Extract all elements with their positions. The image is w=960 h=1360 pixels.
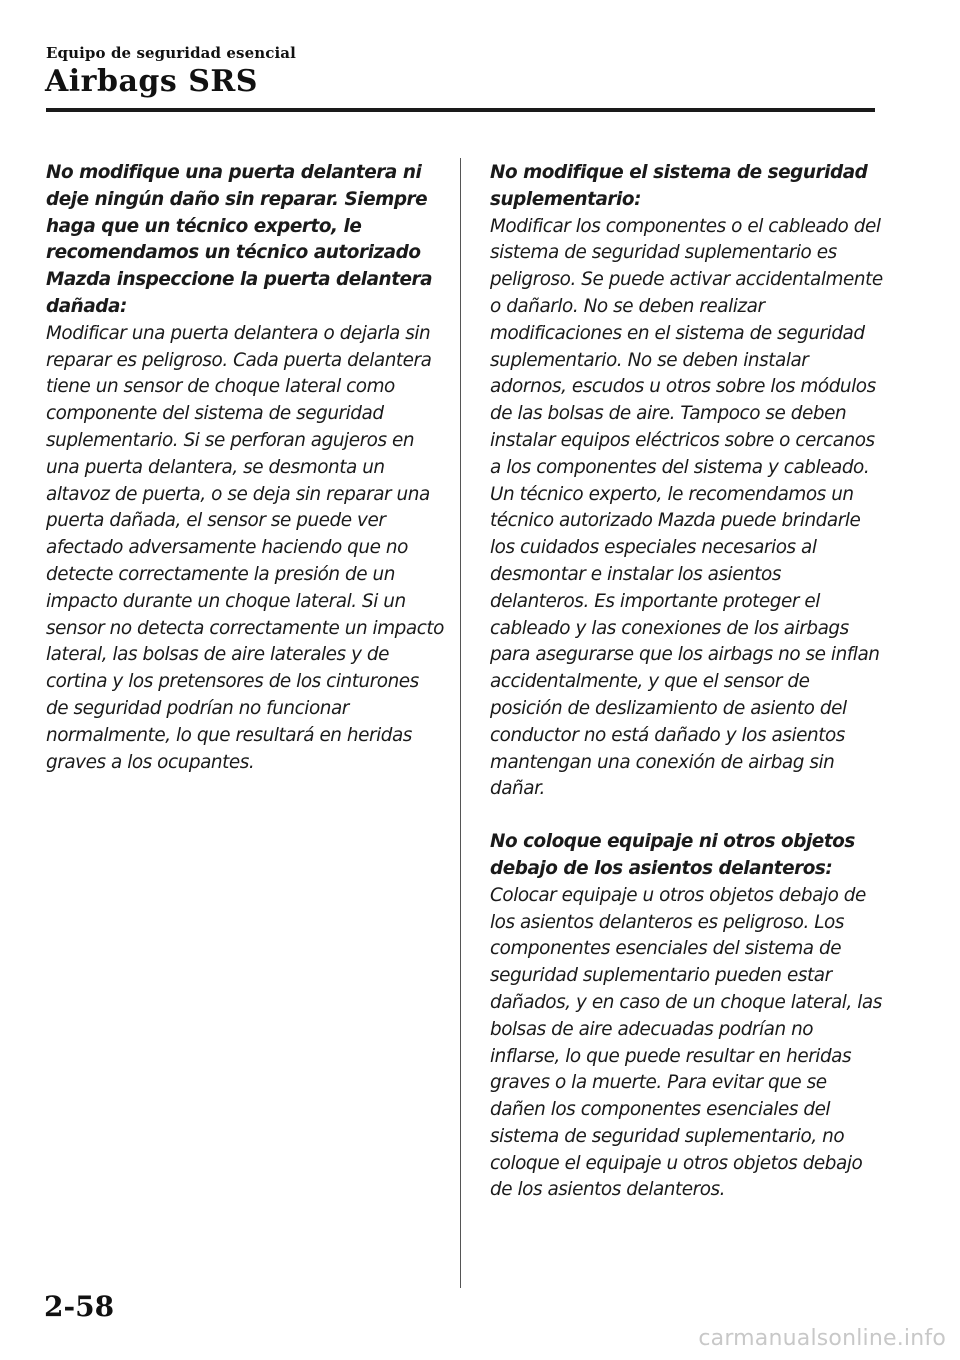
page-number: 2-58 — [44, 1290, 115, 1323]
warning-heading-front-door: No modifique una puerta delantera ni deje ningún daño sin reparar. Siempre haga que un técnico experto, le recomendamos un técnico autorizado Mazda inspeccione la puerta delantera dañada: — [46, 162, 433, 317]
warning-heading-luggage: No coloque equipaje ni otros objetos debajo de los asientos delanteros: — [490, 831, 855, 879]
section-label: Equipo de seguridad esencial — [46, 44, 296, 62]
column-divider — [460, 158, 461, 1288]
title-rule — [46, 108, 875, 112]
paragraph-spacer — [490, 803, 885, 829]
warning-heading-srs-modification: No modifique el sistema de seguridad suplementario: — [490, 162, 868, 210]
warning-body-luggage: Colocar equipaje u otros objetos debajo de los asientos delanteros es peligroso. Los componentes esenciales del sistema de seguridad suplementario pueden estar dañados, y en caso de un choque lateral, las bolsas de aire adecuadas podrían no inflarse, lo que puede resultar en heridas graves o la muerte. Para evitar que se dañen los componentes esenciales del sistema de seguridad suplementario, no coloque el equipaje u otros objetos debajo de los asientos delanteros. — [490, 884, 882, 1201]
left-column — [46, 160, 446, 776]
warning-body-srs-modification: Modificar los componentes o el cableado del sistema de seguridad suplementario es peligroso. Se puede activar accidentalmente o dañarlo. No se deben realizar modificaciones en el sistema de seguridad suplementario. No se deben instalar adornos, escudos u otros sobre los módulos de las bolsas de aire. Tampoco se deben instalar equipos eléctricos sobre o cercanos a los componentes del sistema y cableado. Un técnico experto, le recomendamos un técnico autorizado Mazda puede brindarle los cuidados especiales necesarios al desmontar e instalar los asientos delanteros. Es importante proteger el cableado y las conexiones de los airbags para asegurarse que los airbags no se inflan accidentalmente, y que el sensor de posición de deslizamiento de asiento del conductor no está dañado y los asientos mantengan una conexión de airbag sin dañar. — [490, 215, 883, 800]
right-column — [490, 160, 885, 1204]
warning-body-front-door: Modificar una puerta delantera o dejarla sin reparar es peligroso. Cada puerta delantera tiene un sensor de choque lateral como componente del sistema de seguridad suplementario. Si se perforan agujeros en una puerta delantera, se desmonta un altavoz de puerta, o se deja sin reparar una puerta dañada, el sensor se puede ver afectado adversamente haciendo que no detecte correctamente la presión de un impacto durante un choque lateral. Si un sensor no detecta correctamente un impacto lateral, las bolsas de aire laterales y de cortina y los pretensores de los cinturones de seguridad podrían no funcionar normalmente, lo que resultará en heridas graves a los ocupantes. — [46, 322, 444, 773]
watermark: carmanualsonline.info — [698, 1326, 946, 1351]
page-title: Airbags SRS — [45, 64, 258, 99]
